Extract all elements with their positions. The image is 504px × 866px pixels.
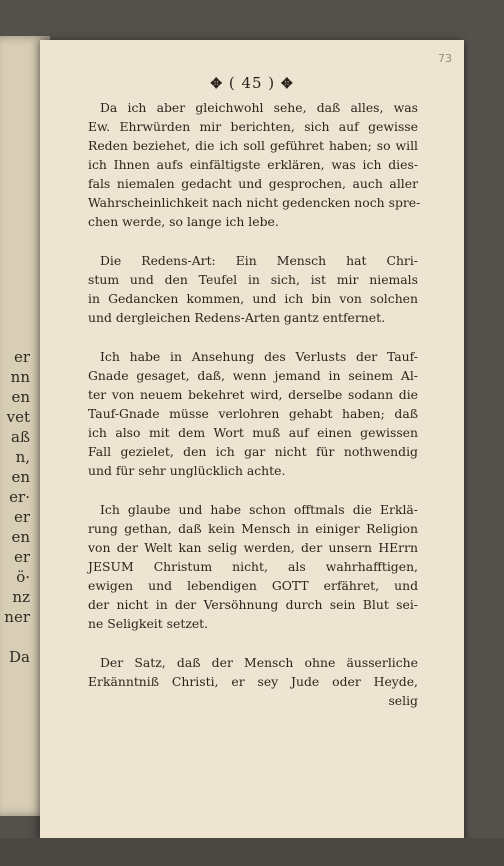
left-page-fragment: nz bbox=[12, 588, 30, 606]
text-line: Fall gezielet, den ich gar nicht für nothwendig bbox=[88, 444, 418, 459]
text-line: und für sehr unglücklich achte. bbox=[88, 463, 286, 478]
text-line: Ew. Ehrwürden mir berichten, sich auf gewisse bbox=[88, 119, 418, 134]
text-line: und dergleichen Redens-Arten gantz entfernet. bbox=[88, 310, 386, 325]
catchword: selig bbox=[388, 693, 418, 708]
text-line: fals niemalen gedacht und gesprochen, auch aller bbox=[88, 176, 418, 191]
book-page bbox=[40, 40, 464, 840]
left-page-fragment: Da bbox=[9, 648, 30, 666]
left-page-fragment: nn bbox=[10, 368, 30, 386]
left-page-fragment: vet bbox=[6, 408, 30, 426]
body-text bbox=[88, 98, 421, 710]
left-page-fragment: er bbox=[13, 508, 30, 526]
text-line: Der Satz, daß der Mensch ohne äusserliche bbox=[100, 655, 418, 670]
text-line: rung gethan, daß kein Mensch in einiger Religion bbox=[88, 521, 418, 536]
paragraph bbox=[88, 653, 418, 710]
left-page-fragment: er bbox=[13, 348, 30, 366]
text-line: Gnade gesaget, daß, wenn jemand in seinem Al- bbox=[88, 368, 418, 383]
text-line: Ich glaube und habe schon offtmals die Erklä- bbox=[100, 502, 418, 517]
page-header bbox=[40, 74, 464, 92]
left-page-fragment: en bbox=[11, 388, 30, 406]
text-line: Da ich aber gleichwohl sehe, daß alles, was bbox=[100, 100, 418, 115]
paragraph bbox=[88, 251, 418, 327]
text-line: ter von neuem bekehret wird, derselbe sodann die bbox=[88, 387, 418, 402]
text-line: stum und den Teufel in sich, ist mir niemals bbox=[88, 272, 418, 287]
scan-background bbox=[0, 838, 504, 866]
text-line: Die Redens-Art: Ein Mensch hat Chri- bbox=[100, 253, 418, 268]
text-line: der nicht in der Versöhnung durch sein Blut sei- bbox=[88, 597, 418, 612]
text-line: ich also mit dem Wort muß auf einen gewissen bbox=[88, 425, 418, 440]
text-line: Reden beziehet, die ich soll geführet haben; so will bbox=[88, 138, 418, 153]
left-page-fragment: aß bbox=[11, 428, 30, 446]
ornament-right-icon: ✥ bbox=[280, 76, 294, 92]
catalog-mark: 73 bbox=[438, 52, 452, 65]
text-line: Ich habe in Ansehung des Verlusts der Tauf- bbox=[100, 349, 418, 364]
left-page-fragment: en bbox=[11, 468, 30, 486]
text-line: chen werde, so lange ich lebe. bbox=[88, 214, 279, 229]
left-page-fragment: er bbox=[13, 548, 30, 566]
text-line: in Gedancken kommen, und ich bin von solchen bbox=[88, 291, 418, 306]
text-line: ne Seligkeit setzet. bbox=[88, 616, 209, 631]
text-line: von der Welt kan selig werden, der unsern HErrn bbox=[88, 540, 418, 555]
text-line: Erkänntniß Christi, er sey Jude oder Heyde, bbox=[88, 674, 418, 689]
paragraph bbox=[88, 500, 418, 633]
paragraph bbox=[88, 98, 421, 231]
text-line: Wahrscheinlichkeit nach nicht gedencken noch spre- bbox=[88, 195, 421, 210]
paragraph bbox=[88, 347, 418, 480]
text-line: JESUM Christum nicht, als wahrhafftigen, bbox=[88, 559, 418, 574]
ornament-left-icon: ✥ bbox=[210, 76, 224, 92]
left-page-fragment: ner bbox=[4, 608, 30, 626]
text-line: ewigen und lebendigen GOTT erfähret, und bbox=[88, 578, 418, 593]
left-page-fragment: ö· bbox=[16, 568, 30, 586]
left-page-fragment: n, bbox=[15, 448, 30, 466]
text-line: ich Ihnen aufs einfältigste erklären, was ich dies- bbox=[88, 157, 418, 172]
left-page-fragment: en bbox=[11, 528, 30, 546]
text-line: Tauf-Gnade müsse verlohren gehabt haben; daß bbox=[88, 406, 418, 421]
page-number: ( 45 ) bbox=[228, 74, 276, 92]
left-page-fragment: er· bbox=[9, 488, 30, 506]
